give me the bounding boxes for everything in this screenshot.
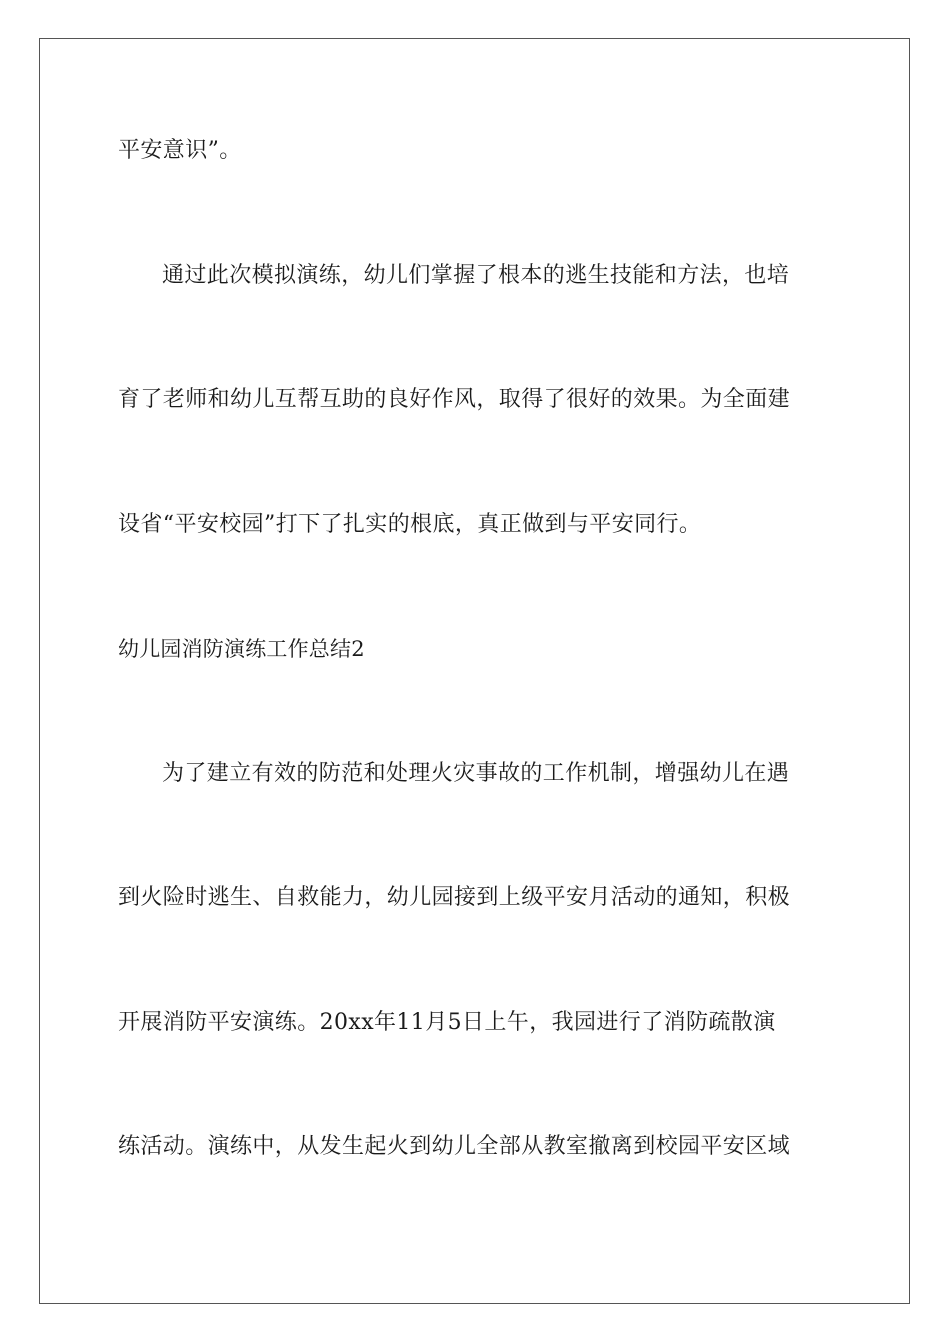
paragraph-1-line-2: 育了老师和幼儿互帮互助的良好作风，取得了很好的效果。为全面建 bbox=[118, 387, 791, 412]
paragraph-2-line-2: 到火险时逃生、自救能力，幼儿园接到上级平安月活动的通知，积极 bbox=[118, 885, 791, 910]
text-line-1: 平安意识”。 bbox=[118, 138, 242, 163]
paragraph-2-line-3: 开展消防平安演练。20xx年11月5日上午，我园进行了消防疏散演 bbox=[118, 1010, 776, 1035]
paragraph-1-line-3: 设省“平安校园”打下了扎实的根底，真正做到与平安同行。 bbox=[118, 512, 702, 537]
paragraph-1-line-1: 通过此次模拟演练，幼儿们掌握了根本的逃生技能和方法，也培 bbox=[162, 263, 790, 288]
section-heading: 幼儿园消防演练工作总结2 bbox=[118, 637, 365, 661]
page-border bbox=[39, 38, 910, 1304]
paragraph-2-line-1: 为了建立有效的防范和处理火灾事故的工作机制，增强幼儿在遇 bbox=[162, 761, 790, 786]
paragraph-2-line-4: 练活动。演练中，从发生起火到幼儿全部从教室撤离到校园平安区域 bbox=[118, 1134, 791, 1159]
